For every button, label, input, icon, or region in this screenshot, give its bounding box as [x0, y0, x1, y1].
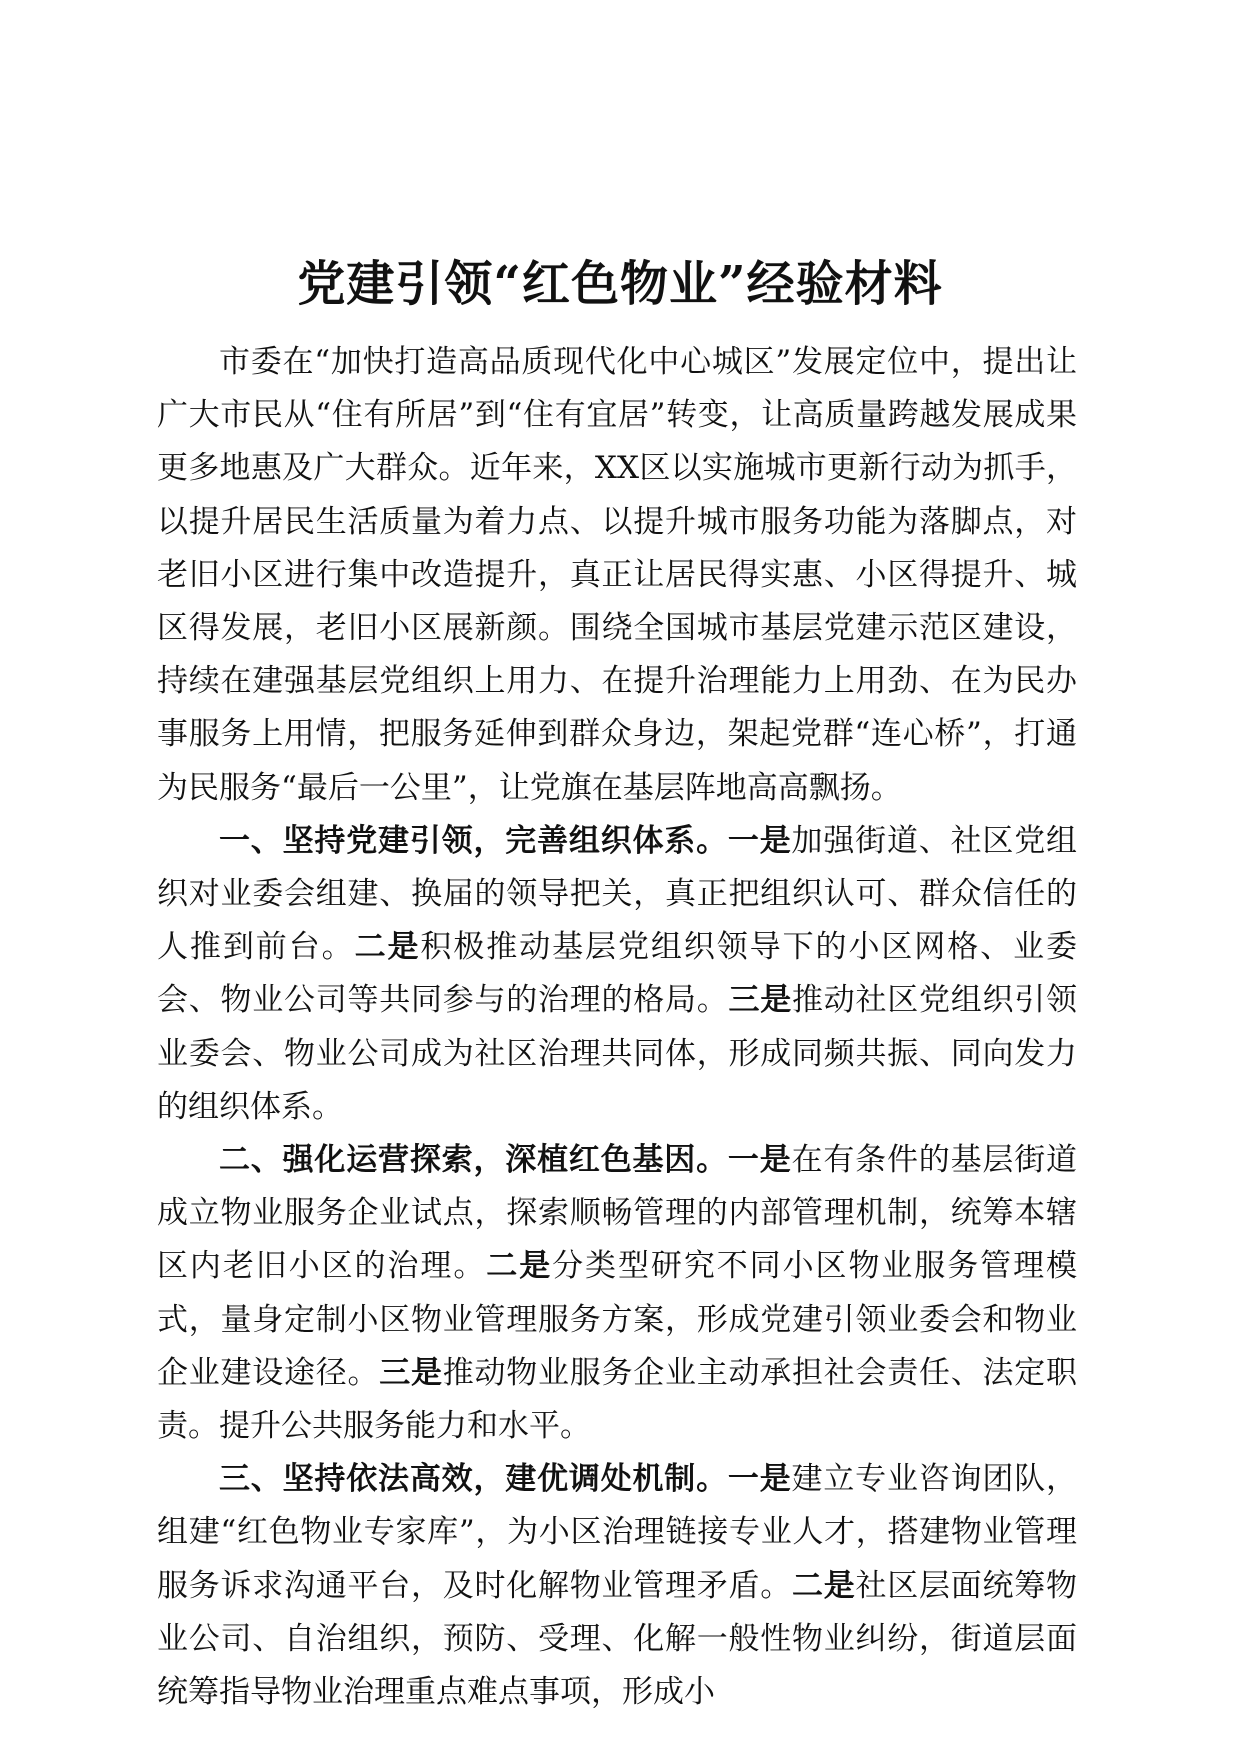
section-1-heading: 一、坚持党建引领，完善组织体系。 — [219, 822, 728, 859]
section-2-item-1-label: 一是 — [727, 1142, 792, 1179]
section-3-item-2-text: 社区层面统筹物业公司、自治组织，预防、受理、化解一般性物业纠纷，街道层面统筹指导物业治理重点难点事项，形成小 — [157, 1567, 1077, 1711]
section-2-item-3-label: 三是 — [379, 1354, 443, 1391]
section-2-paragraph — [157, 1134, 1077, 1453]
section-3-item-1-label: 一是 — [727, 1461, 792, 1498]
section-1-item-3-label: 三是 — [728, 982, 792, 1019]
section-1-paragraph — [157, 815, 1077, 1134]
section-2-item-2-label: 二是 — [486, 1248, 553, 1285]
section-1-item-2-label: 二是 — [354, 929, 421, 966]
section-1-item-3-text: 推动社区党组织引领业委会、物业公司成为社区治理共同体，形成同频共振、同向发力的组织体系。 — [157, 982, 1077, 1125]
section-1-item-1-label: 一是 — [727, 822, 792, 859]
section-2-item-2-text: 分类型研究不同小区物业服务管理模式，量身定制小区物业管理服务方案，形成党建引领业委会和物业企业建设途径。 — [157, 1248, 1078, 1391]
intro-paragraph: 市委在“加快打造高品质现代化中心城区”发展定位中，提出让广大市民从“住有所居”到“住有宜居”转变，让高质量跨越发展成果更多地惠及广大群众。近年来，XX区以实施城市更新行动为抓手，以提升居民生活质量为着力点、以提升城市服务功能为落脚点，对老旧小区进行集中改造提升，真正让居民得实惠、小区得提升、城区得发展，老旧小区展新颜。围绕全国城市基层党建示范区建设，持续在建强基层党组织上用力、在提升治理能力上用劲、在为民办事服务上用情，把服务延伸到群众身边，架起党群“连心桥”，打通为民服务“最后一公里”，让党旗在基层阵地高高飘扬。 — [157, 344, 1077, 806]
section-1-item-1-text: 加强街道、社区党组织对业委会组建、换届的领导把关，真正把组织认可、群众信任的人推到前台。 — [157, 822, 1078, 966]
document-body — [157, 336, 1077, 1719]
document-title: 党建引领“红色物业”经验材料 — [297, 256, 943, 312]
section-3-item-2-label: 二是 — [792, 1567, 856, 1604]
section-1-item-2-text: 积极推动基层党组织领导下的小区网格、业委会、物业公司等共同参与的治理的格局。 — [157, 929, 1078, 1019]
section-3-paragraph — [157, 1453, 1077, 1719]
section-2-heading: 二、强化运营探索，深植红色基因。 — [219, 1142, 728, 1179]
section-3-item-1-text: 建立专业咨询团队，组建“红色物业专家库”，为小区治理链接专业人才，搭建物业管理服务诉求沟通平台，及时化解物业管理矛盾。 — [157, 1461, 1078, 1604]
section-3-heading: 三、坚持依法高效，建优调处机制。 — [219, 1461, 728, 1498]
section-2-item-1-text: 在有条件的基层街道成立物业服务企业试点，探索顺畅管理的内部管理机制，统筹本辖区内老旧小区的治理。 — [157, 1142, 1078, 1285]
section-2-item-3-text: 推动物业服务企业主动承担社会责任、法定职责。提升公共服务能力和水平。 — [157, 1354, 1077, 1445]
